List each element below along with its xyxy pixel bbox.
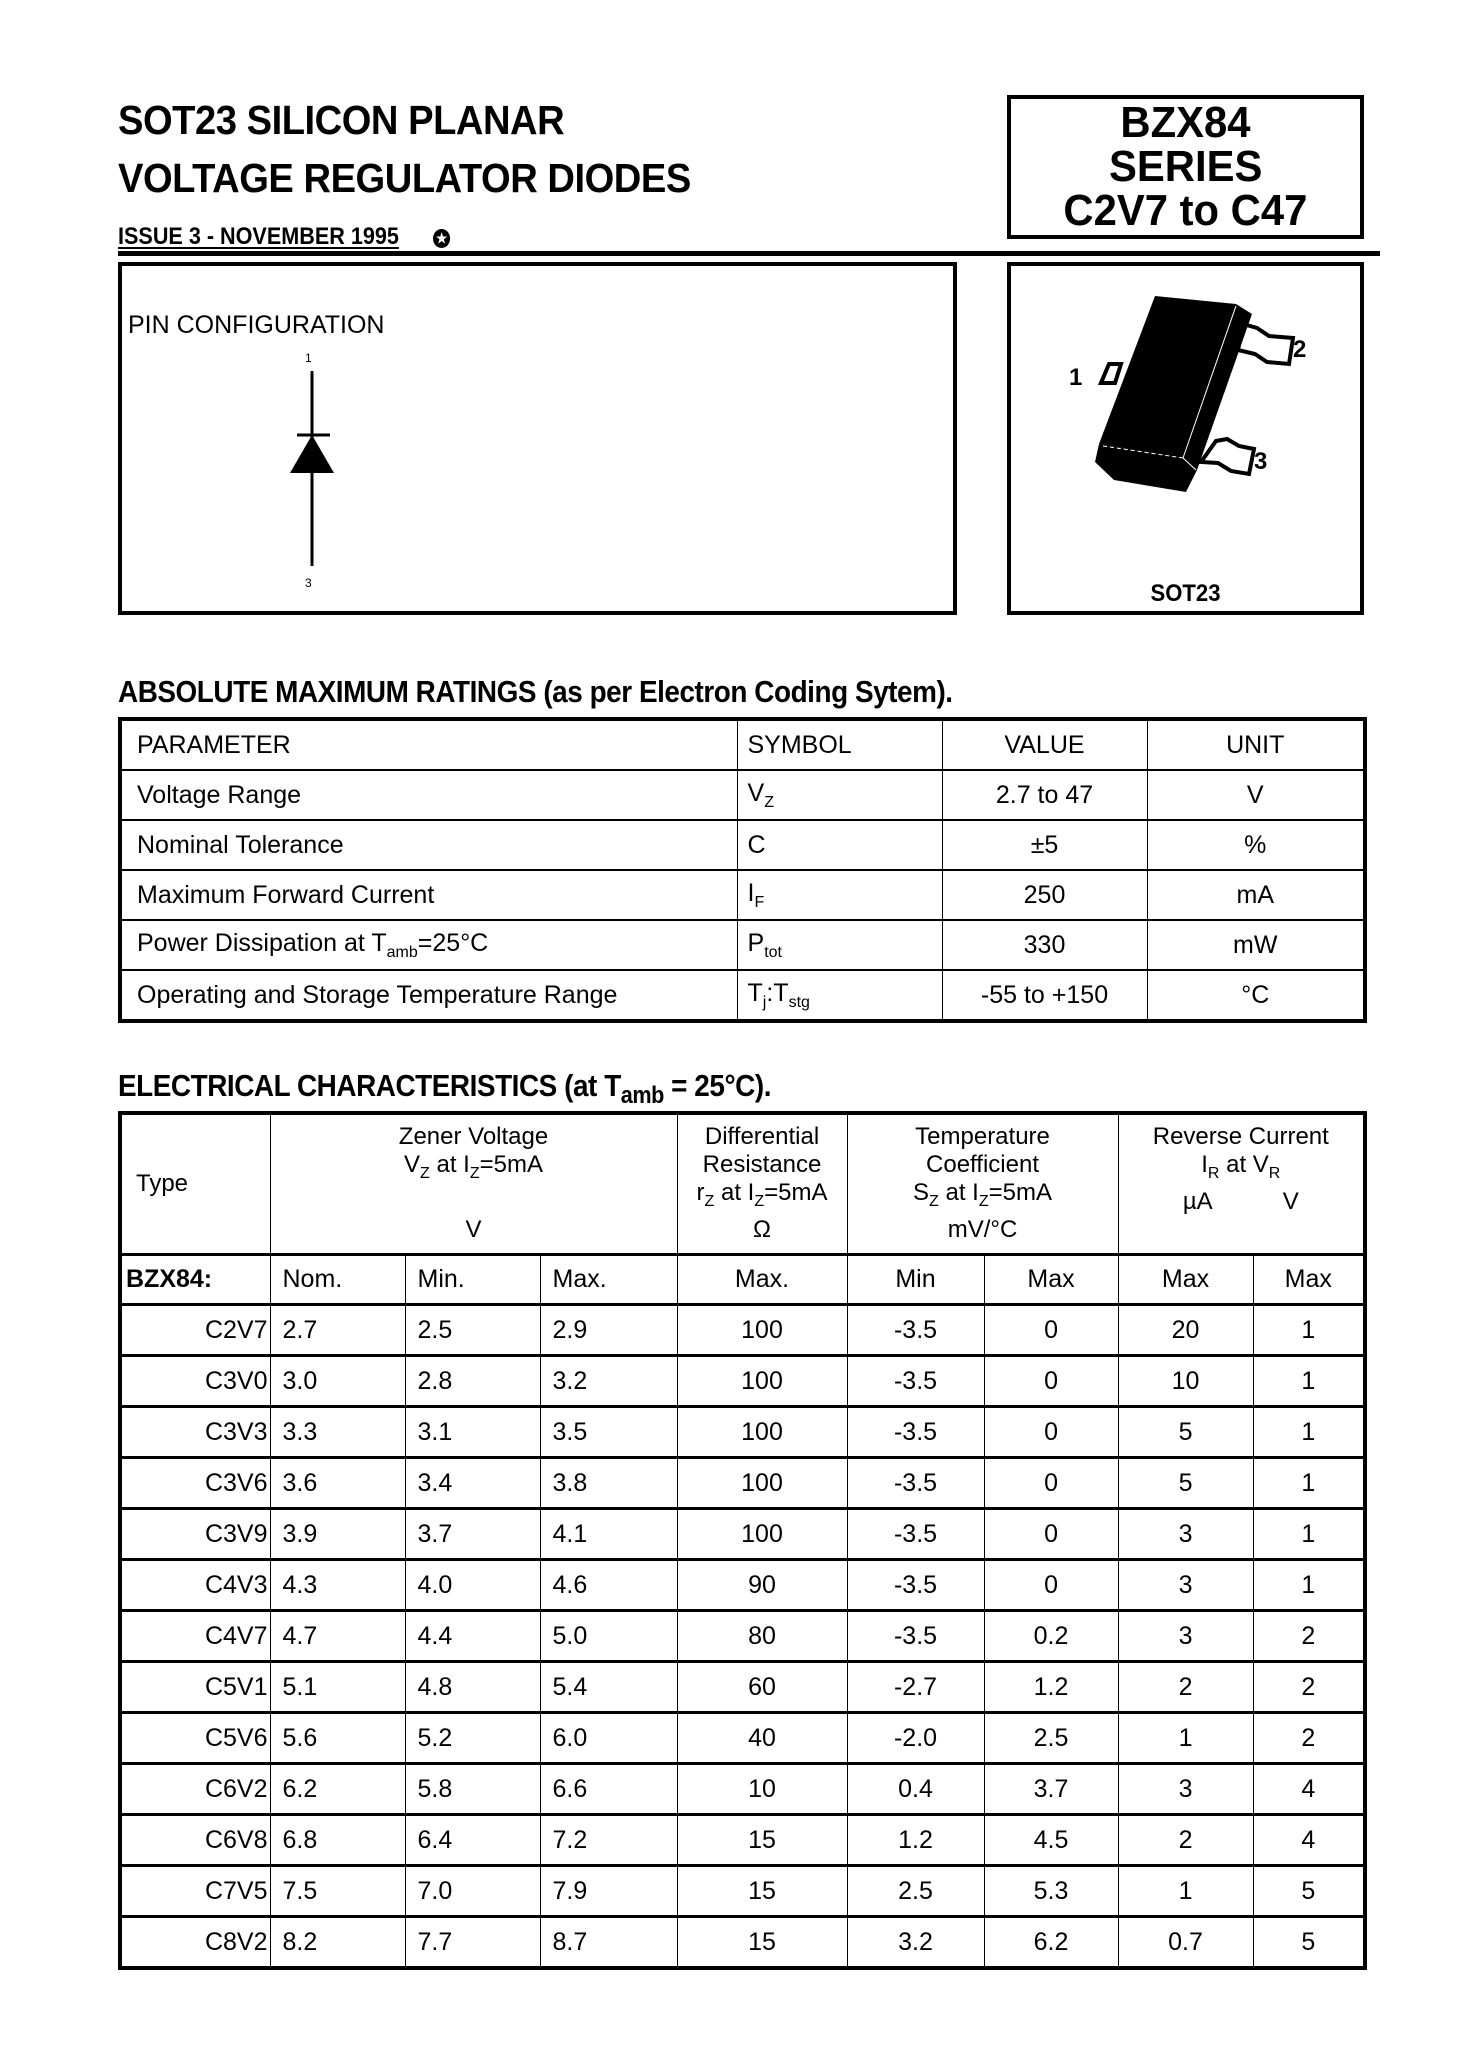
ir-max-cell: 20 bbox=[1118, 1305, 1253, 1356]
type-cell: C3V3 bbox=[120, 1407, 270, 1458]
rz-max-cell: 60 bbox=[677, 1662, 847, 1713]
package-box bbox=[1007, 262, 1364, 615]
table-row bbox=[120, 1866, 1365, 1917]
unit-cell: mW bbox=[1147, 920, 1365, 970]
vz-max-cell: 6.6 bbox=[540, 1764, 677, 1815]
value-cell: ±5 bbox=[942, 820, 1147, 870]
table-row bbox=[120, 1509, 1365, 1560]
parameter-cell: Power Dissipation at $T_{amb}=25^\circ C$ bbox=[120, 920, 737, 970]
vz-max-cell: 7.9 bbox=[540, 1866, 677, 1917]
zener-diode-icon bbox=[282, 371, 342, 571]
subheader-series: BZX84: bbox=[120, 1255, 270, 1305]
subheader-max: Max. bbox=[540, 1255, 677, 1305]
subheader-nom: Nom. bbox=[270, 1255, 405, 1305]
symbol-cell: C bbox=[737, 820, 942, 870]
sz-min-cell: -3.5 bbox=[847, 1305, 984, 1356]
pin-top-number: 1 bbox=[305, 351, 312, 365]
rz-max-cell: 15 bbox=[677, 1815, 847, 1866]
sz-min-cell: -3.5 bbox=[847, 1611, 984, 1662]
series-range: C2V7 to C47 bbox=[1063, 186, 1308, 235]
vz-nom-cell: 3.9 bbox=[270, 1509, 405, 1560]
parameter-cell: Nominal Tolerance bbox=[120, 820, 737, 870]
vr-cell: 5 bbox=[1253, 1917, 1365, 1969]
electrical-header-row bbox=[120, 1113, 1365, 1255]
vz-max-cell: 5.4 bbox=[540, 1662, 677, 1713]
sz-min-cell: -2.7 bbox=[847, 1662, 984, 1713]
type-cell: C6V2 bbox=[120, 1764, 270, 1815]
series-label: SERIES bbox=[1108, 142, 1263, 191]
table-row bbox=[120, 1713, 1365, 1764]
unit-cell: mA bbox=[1147, 870, 1365, 920]
ratings-heading: ABSOLUTE MAXIMUM RATINGS (as per Electron Coding Sytem). bbox=[118, 674, 953, 709]
value-cell: 2.7 to 47 bbox=[942, 770, 1147, 820]
package-pin-3: 3 bbox=[1254, 448, 1268, 475]
rz-max-cell: 15 bbox=[677, 1917, 847, 1969]
parameter-cell: Maximum Forward Current bbox=[120, 870, 737, 920]
ir-max-cell: 0.7 bbox=[1118, 1917, 1253, 1969]
star-in-circle-icon: ★ bbox=[433, 229, 450, 248]
sz-max-cell: 0 bbox=[984, 1458, 1118, 1509]
sot23-package-icon bbox=[1011, 266, 1360, 566]
sz-min-cell: -3.5 bbox=[847, 1509, 984, 1560]
sz-max-cell: 0 bbox=[984, 1356, 1118, 1407]
pin-configuration-box bbox=[118, 262, 957, 615]
table-row bbox=[120, 1662, 1365, 1713]
value-cell: 330 bbox=[942, 920, 1147, 970]
table-row bbox=[120, 1560, 1365, 1611]
sz-max-cell: 0.2 bbox=[984, 1611, 1118, 1662]
ir-max-cell: 3 bbox=[1118, 1560, 1253, 1611]
rz-max-cell: 10 bbox=[677, 1764, 847, 1815]
rz-max-cell: 100 bbox=[677, 1356, 847, 1407]
table-row bbox=[120, 920, 1365, 970]
vz-min-cell: 3.1 bbox=[405, 1407, 540, 1458]
package-label: SOT23 bbox=[1150, 580, 1221, 607]
sz-max-cell: 5.3 bbox=[984, 1866, 1118, 1917]
subheader-rz-max: Max. bbox=[677, 1255, 847, 1305]
type-cell: C5V1 bbox=[120, 1662, 270, 1713]
sz-min-cell: -3.5 bbox=[847, 1407, 984, 1458]
vz-min-cell: 5.8 bbox=[405, 1764, 540, 1815]
vz-max-cell: 6.0 bbox=[540, 1713, 677, 1764]
vr-cell: 1 bbox=[1253, 1458, 1365, 1509]
package-pin-1: 1 bbox=[1069, 364, 1083, 391]
electrical-subheader-row bbox=[120, 1255, 1365, 1305]
vz-min-cell: 6.4 bbox=[405, 1815, 540, 1866]
unit-cell: °C bbox=[1147, 970, 1365, 1021]
symbol-cell: $V_Z$ bbox=[737, 770, 942, 820]
vz-nom-cell: 7.5 bbox=[270, 1866, 405, 1917]
subheader-min: Min. bbox=[405, 1255, 540, 1305]
vz-nom-cell: 8.2 bbox=[270, 1917, 405, 1969]
vz-nom-cell: 3.0 bbox=[270, 1356, 405, 1407]
vz-max-cell: 7.2 bbox=[540, 1815, 677, 1866]
vz-min-cell: 3.4 bbox=[405, 1458, 540, 1509]
vz-min-cell: 4.0 bbox=[405, 1560, 540, 1611]
vr-cell: 5 bbox=[1253, 1866, 1365, 1917]
issue-line bbox=[118, 223, 450, 251]
ir-max-cell: 3 bbox=[1118, 1611, 1253, 1662]
rz-max-cell: 40 bbox=[677, 1713, 847, 1764]
subheader-vr-max: Max bbox=[1253, 1255, 1365, 1305]
subheader-ir-max: Max bbox=[1118, 1255, 1253, 1305]
vz-min-cell: 3.7 bbox=[405, 1509, 540, 1560]
table-row bbox=[120, 1917, 1365, 1969]
value-cell: -55 to +150 bbox=[942, 970, 1147, 1021]
vr-cell: 1 bbox=[1253, 1356, 1365, 1407]
sz-min-cell: 0.4 bbox=[847, 1764, 984, 1815]
ir-max-cell: 5 bbox=[1118, 1407, 1253, 1458]
ir-max-cell: 10 bbox=[1118, 1356, 1253, 1407]
rz-max-cell: 90 bbox=[677, 1560, 847, 1611]
unit-cell: % bbox=[1147, 820, 1365, 870]
type-cell: C3V9 bbox=[120, 1509, 270, 1560]
type-cell: C5V6 bbox=[120, 1713, 270, 1764]
ir-max-cell: 5 bbox=[1118, 1458, 1253, 1509]
col-temperature-coefficient: Temperature Coefficient $S_Z$ at $I_Z=5mA$ mV/°C bbox=[847, 1113, 1118, 1255]
type-cell: C3V6 bbox=[120, 1458, 270, 1509]
rz-max-cell: 100 bbox=[677, 1407, 847, 1458]
vz-min-cell: 7.0 bbox=[405, 1866, 540, 1917]
pin-configuration-label: PIN CONFIGURATION bbox=[128, 311, 385, 339]
rz-max-cell: 100 bbox=[677, 1458, 847, 1509]
series-box bbox=[1007, 95, 1364, 239]
vz-nom-cell: 6.8 bbox=[270, 1815, 405, 1866]
package-pin-2: 2 bbox=[1293, 336, 1307, 363]
sz-max-cell: 0 bbox=[984, 1560, 1118, 1611]
vr-cell: 1 bbox=[1253, 1407, 1365, 1458]
rz-max-cell: 100 bbox=[677, 1305, 847, 1356]
vr-cell: 1 bbox=[1253, 1509, 1365, 1560]
table-row bbox=[120, 970, 1365, 1021]
sz-min-cell: 3.2 bbox=[847, 1917, 984, 1969]
type-cell: C2V7 bbox=[120, 1305, 270, 1356]
vz-min-cell: 7.7 bbox=[405, 1917, 540, 1969]
sz-min-cell: 1.2 bbox=[847, 1815, 984, 1866]
vz-min-cell: 4.4 bbox=[405, 1611, 540, 1662]
col-unit: UNIT bbox=[1147, 719, 1365, 770]
vz-nom-cell: 4.3 bbox=[270, 1560, 405, 1611]
vz-nom-cell: 3.6 bbox=[270, 1458, 405, 1509]
vz-min-cell: 2.8 bbox=[405, 1356, 540, 1407]
vz-nom-cell: 5.6 bbox=[270, 1713, 405, 1764]
col-symbol: SYMBOL bbox=[737, 719, 942, 770]
table-row bbox=[120, 770, 1365, 820]
vr-cell: 4 bbox=[1253, 1815, 1365, 1866]
sz-max-cell: 1.2 bbox=[984, 1662, 1118, 1713]
table-row bbox=[120, 1458, 1365, 1509]
title-line-1: SOT23 SILICON PLANAR bbox=[118, 97, 565, 143]
sz-min-cell: -3.5 bbox=[847, 1458, 984, 1509]
table-row bbox=[120, 870, 1365, 920]
sz-max-cell: 6.2 bbox=[984, 1917, 1118, 1969]
sz-min-cell: -3.5 bbox=[847, 1356, 984, 1407]
vz-min-cell: 2.5 bbox=[405, 1305, 540, 1356]
type-cell: C4V3 bbox=[120, 1560, 270, 1611]
type-cell: C8V2 bbox=[120, 1917, 270, 1969]
vz-max-cell: 3.8 bbox=[540, 1458, 677, 1509]
symbol-cell: $I_F$ bbox=[737, 870, 942, 920]
type-cell: C7V5 bbox=[120, 1866, 270, 1917]
rz-max-cell: 80 bbox=[677, 1611, 847, 1662]
vz-max-cell: 8.7 bbox=[540, 1917, 677, 1969]
sz-max-cell: 2.5 bbox=[984, 1713, 1118, 1764]
sz-max-cell: 0 bbox=[984, 1305, 1118, 1356]
col-type: Type bbox=[120, 1113, 270, 1255]
sz-max-cell: 0 bbox=[984, 1509, 1118, 1560]
vz-nom-cell: 3.3 bbox=[270, 1407, 405, 1458]
type-cell: C3V0 bbox=[120, 1356, 270, 1407]
col-reverse-current: Reverse Current $I_R$ at $V_R$ µA V bbox=[1118, 1113, 1365, 1255]
type-cell: C4V7 bbox=[120, 1611, 270, 1662]
electrical-table bbox=[118, 1111, 1367, 1970]
unit-cell: V bbox=[1147, 770, 1365, 820]
ir-max-cell: 3 bbox=[1118, 1509, 1253, 1560]
col-parameter: PARAMETER bbox=[120, 719, 737, 770]
ratings-table bbox=[118, 717, 1367, 1023]
vz-nom-cell: 4.7 bbox=[270, 1611, 405, 1662]
sz-min-cell: 2.5 bbox=[847, 1866, 984, 1917]
issue-text: ISSUE 3 - NOVEMBER 1995 bbox=[118, 223, 399, 250]
ratings-header-row bbox=[120, 719, 1365, 770]
vz-max-cell: 4.1 bbox=[540, 1509, 677, 1560]
vr-cell: 1 bbox=[1253, 1305, 1365, 1356]
ir-max-cell: 1 bbox=[1118, 1866, 1253, 1917]
table-row bbox=[120, 1815, 1365, 1866]
vz-nom-cell: 5.1 bbox=[270, 1662, 405, 1713]
table-row bbox=[120, 1611, 1365, 1662]
vz-nom-cell: 2.7 bbox=[270, 1305, 405, 1356]
ir-max-cell: 3 bbox=[1118, 1764, 1253, 1815]
vz-max-cell: 2.9 bbox=[540, 1305, 677, 1356]
type-cell: C6V8 bbox=[120, 1815, 270, 1866]
rz-max-cell: 100 bbox=[677, 1509, 847, 1560]
sz-min-cell: -2.0 bbox=[847, 1713, 984, 1764]
ir-max-cell: 1 bbox=[1118, 1713, 1253, 1764]
series-part-number: BZX84 bbox=[1120, 98, 1251, 147]
sz-max-cell: 0 bbox=[984, 1407, 1118, 1458]
vz-max-cell: 4.6 bbox=[540, 1560, 677, 1611]
value-cell: 250 bbox=[942, 870, 1147, 920]
sz-max-cell: 4.5 bbox=[984, 1815, 1118, 1866]
parameter-cell: Operating and Storage Temperature Range bbox=[120, 970, 737, 1021]
symbol-cell: $P_{tot}$ bbox=[737, 920, 942, 970]
header-separator bbox=[118, 251, 1380, 256]
electrical-table-body bbox=[120, 1305, 1365, 1969]
vr-cell: 2 bbox=[1253, 1662, 1365, 1713]
rz-max-cell: 15 bbox=[677, 1866, 847, 1917]
sz-max-cell: 3.7 bbox=[984, 1764, 1118, 1815]
sz-min-cell: -3.5 bbox=[847, 1560, 984, 1611]
vz-nom-cell: 6.2 bbox=[270, 1764, 405, 1815]
title-line-2: VOLTAGE REGULATOR DIODES bbox=[118, 155, 691, 201]
vz-max-cell: 5.0 bbox=[540, 1611, 677, 1662]
vr-cell: 2 bbox=[1253, 1611, 1365, 1662]
col-zener-voltage: Zener Voltage $V_Z$ at $I_Z=5mA$ V bbox=[270, 1113, 677, 1255]
vz-max-cell: 3.5 bbox=[540, 1407, 677, 1458]
parameter-cell: Voltage Range bbox=[120, 770, 737, 820]
table-row bbox=[120, 1407, 1365, 1458]
ir-max-cell: 2 bbox=[1118, 1662, 1253, 1713]
vr-cell: 1 bbox=[1253, 1560, 1365, 1611]
table-row bbox=[120, 1305, 1365, 1356]
subheader-sz-min: Min bbox=[847, 1255, 984, 1305]
vr-cell: 4 bbox=[1253, 1764, 1365, 1815]
col-value: VALUE bbox=[942, 719, 1147, 770]
ir-max-cell: 2 bbox=[1118, 1815, 1253, 1866]
pin-bottom-number: 3 bbox=[305, 576, 312, 590]
vz-max-cell: 3.2 bbox=[540, 1356, 677, 1407]
symbol-cell: $T_j:T_{stg}$ bbox=[737, 970, 942, 1021]
electrical-heading: ELECTRICAL CHARACTERISTICS (at $T_{amb} = 25^\circ C$). bbox=[118, 1068, 771, 1109]
table-row bbox=[120, 1356, 1365, 1407]
table-row bbox=[120, 820, 1365, 870]
subheader-sz-max: Max bbox=[984, 1255, 1118, 1305]
vz-min-cell: 5.2 bbox=[405, 1713, 540, 1764]
table-row bbox=[120, 1764, 1365, 1815]
vz-min-cell: 4.8 bbox=[405, 1662, 540, 1713]
col-differential-resistance: Differential Resistance $r_Z$ at $I_Z=5mA$ Ω bbox=[677, 1113, 847, 1255]
vr-cell: 2 bbox=[1253, 1713, 1365, 1764]
